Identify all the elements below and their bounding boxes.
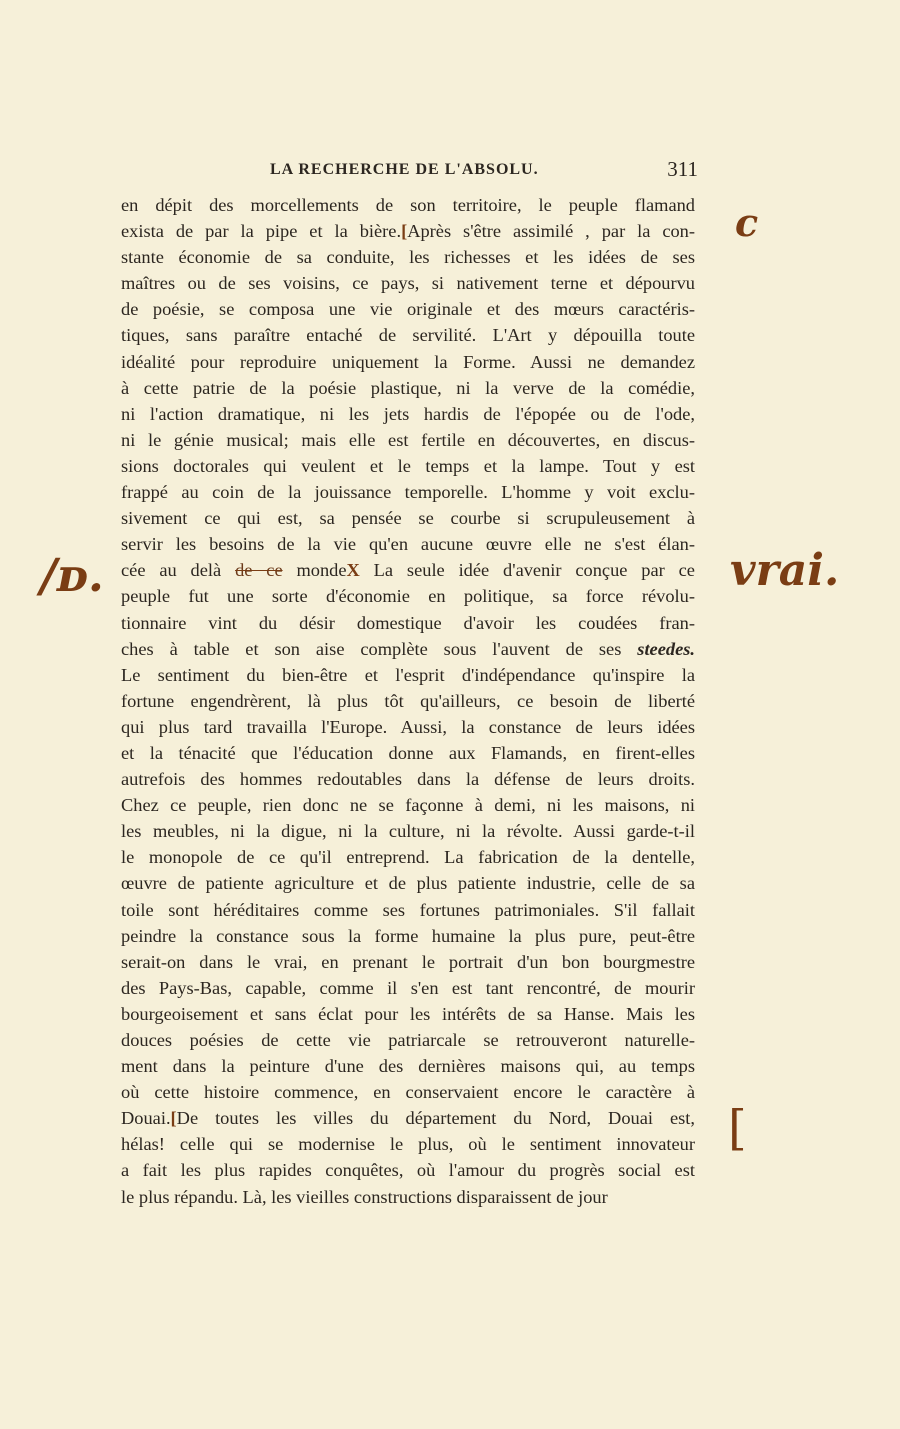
- text-line: [121, 1105, 695, 1131]
- text-line: où cette histoire commence, en conservaient encore le caractère à: [121, 1082, 695, 1103]
- margin-note-vrai: vrai.: [730, 545, 840, 596]
- text-line: le plus répandu. Là, les vieilles constructions disparaissent de jour: [121, 1186, 608, 1207]
- text-line: bourgeoisement et sans éclat pour les intérêts de sa Hanse. Mais les: [121, 1003, 695, 1024]
- text-fragment: La seule idée d'avenir conçue par ce: [373, 560, 695, 581]
- text-fragment: Douai.: [121, 1108, 171, 1129]
- text-line: ni l'action dramatique, ni les jets hardis de l'épopée ou de l'ode,: [121, 403, 695, 424]
- margin-note-bracket: [: [728, 1100, 747, 1156]
- text-line: autrefois des hommes redoutables dans la défense de leurs droits.: [121, 769, 695, 790]
- struck-text: de ce: [235, 560, 283, 581]
- text-line: [121, 557, 695, 583]
- text-line: à cette patrie de la poésie plastique, ni la verve de la comédie,: [121, 377, 695, 398]
- text-line: servir les besoins de la vie qu'en aucune œuvre elle ne s'est élan-: [121, 534, 695, 555]
- text-fragment: cée au delà: [121, 560, 222, 581]
- text-line: œuvre de patiente agriculture et de plus patiente industrie, celle de sa: [121, 873, 695, 894]
- text-line: idéalité pour reproduire uniquement la Forme. Aussi ne demandez: [121, 351, 695, 372]
- text-fragment: exista de par la pipe et la bière.: [121, 221, 402, 242]
- margin-note-c: c: [735, 200, 759, 245]
- text-line: sivement ce qui est, sa pensée se courbe si scrupuleusement à: [121, 508, 695, 529]
- body-text: [121, 192, 695, 1210]
- text-line: tiques, sans paraître entaché de servilité. L'Art y dépouilla toute: [121, 325, 695, 346]
- text-fragment: De toutes les villes du département du Nord, Douai est,: [176, 1108, 695, 1129]
- text-line: maîtres ou de ses voisins, ce pays, si nativement terne et dépourvu: [121, 273, 695, 294]
- margin-note-paragraph: /ᴅ.: [40, 548, 104, 602]
- text-line: a fait les plus rapides conquêtes, où l'amour du progrès social est: [121, 1160, 695, 1181]
- text-line: ni le génie musical; mais elle est fertile en découvertes, en discus-: [121, 429, 695, 450]
- correction-bracket: [: [170, 1108, 177, 1129]
- text-line: de poésie, se composa une vie originale et des mœurs caractéris-: [121, 299, 695, 320]
- italic-word: steedes.: [637, 638, 695, 659]
- text-line: qui plus tard travailla l'Europe. Aussi, la constance de leurs idées: [121, 716, 695, 737]
- text-line: ment dans la peinture d'une des dernières maisons qui, au temps: [121, 1056, 695, 1077]
- correction-caret: X: [346, 560, 360, 581]
- text-line: peuple fut une sorte d'économie en politique, sa force révolu-: [121, 586, 695, 607]
- text-fragment: monde: [296, 560, 347, 581]
- text-line: le monopole de ce qu'il entreprend. La fabrication de la dentelle,: [121, 847, 695, 868]
- running-title: LA RECHERCHE DE L'ABSOLU.: [270, 161, 539, 178]
- text-line: sions doctorales qui veulent et le temps et la lampe. Tout y est: [121, 455, 695, 476]
- text-line: fortune engendrèrent, là plus tôt qu'ailleurs, ce besoin de liberté: [121, 690, 695, 711]
- text-line: frappé au coin de la jouissance temporelle. L'homme y voit exclu-: [121, 482, 695, 503]
- text-line: tionnaire vint du désir domestique d'avoir les coudées fran-: [121, 612, 695, 633]
- text-line: en dépit des morcellements de son territoire, le peuple flamand: [121, 195, 695, 215]
- text-line: et la ténacité que l'éducation donne aux Flamands, en firent-elles: [121, 742, 695, 763]
- text-line: hélas! celle qui se modernise le plus, où le sentiment innovateur: [121, 1134, 695, 1155]
- text-line: peindre la constance sous la forme humaine la plus pure, peut-être: [121, 925, 695, 946]
- text-line: douces poésies de cette vie patriarcale se retrouveront naturelle-: [121, 1030, 695, 1050]
- text-fragment: ches à table et son aise complète sous l'auvent de ses: [121, 638, 622, 659]
- text-line: stante économie de sa conduite, les richesses et les idées de ses: [121, 247, 695, 268]
- text-fragment: Après s'être assimilé , par la con-: [407, 221, 695, 242]
- page-number: 311: [667, 157, 698, 181]
- page-header: [270, 157, 698, 185]
- text-line: serait-on dans le vrai, en prenant le portrait d'un bon bourgmestre: [121, 951, 695, 972]
- text-line: les meubles, ni la digue, ni la culture, ni la révolte. Aussi garde-t-il: [121, 821, 695, 842]
- text-line: [121, 636, 695, 662]
- correction-bracket: [: [401, 221, 408, 242]
- text-line: des Pays-Bas, capable, comme il s'en est tant rencontré, de mourir: [121, 977, 695, 998]
- text-line: Le sentiment du bien-être et l'esprit d'indépendance qu'inspire la: [121, 664, 695, 685]
- text-line: toile sont héréditaires comme ses fortunes patrimoniales. S'il fallait: [121, 899, 695, 920]
- text-line: Chez ce peuple, rien donc ne se façonne à demi, ni les maisons, ni: [121, 795, 695, 816]
- text-line: [121, 218, 695, 244]
